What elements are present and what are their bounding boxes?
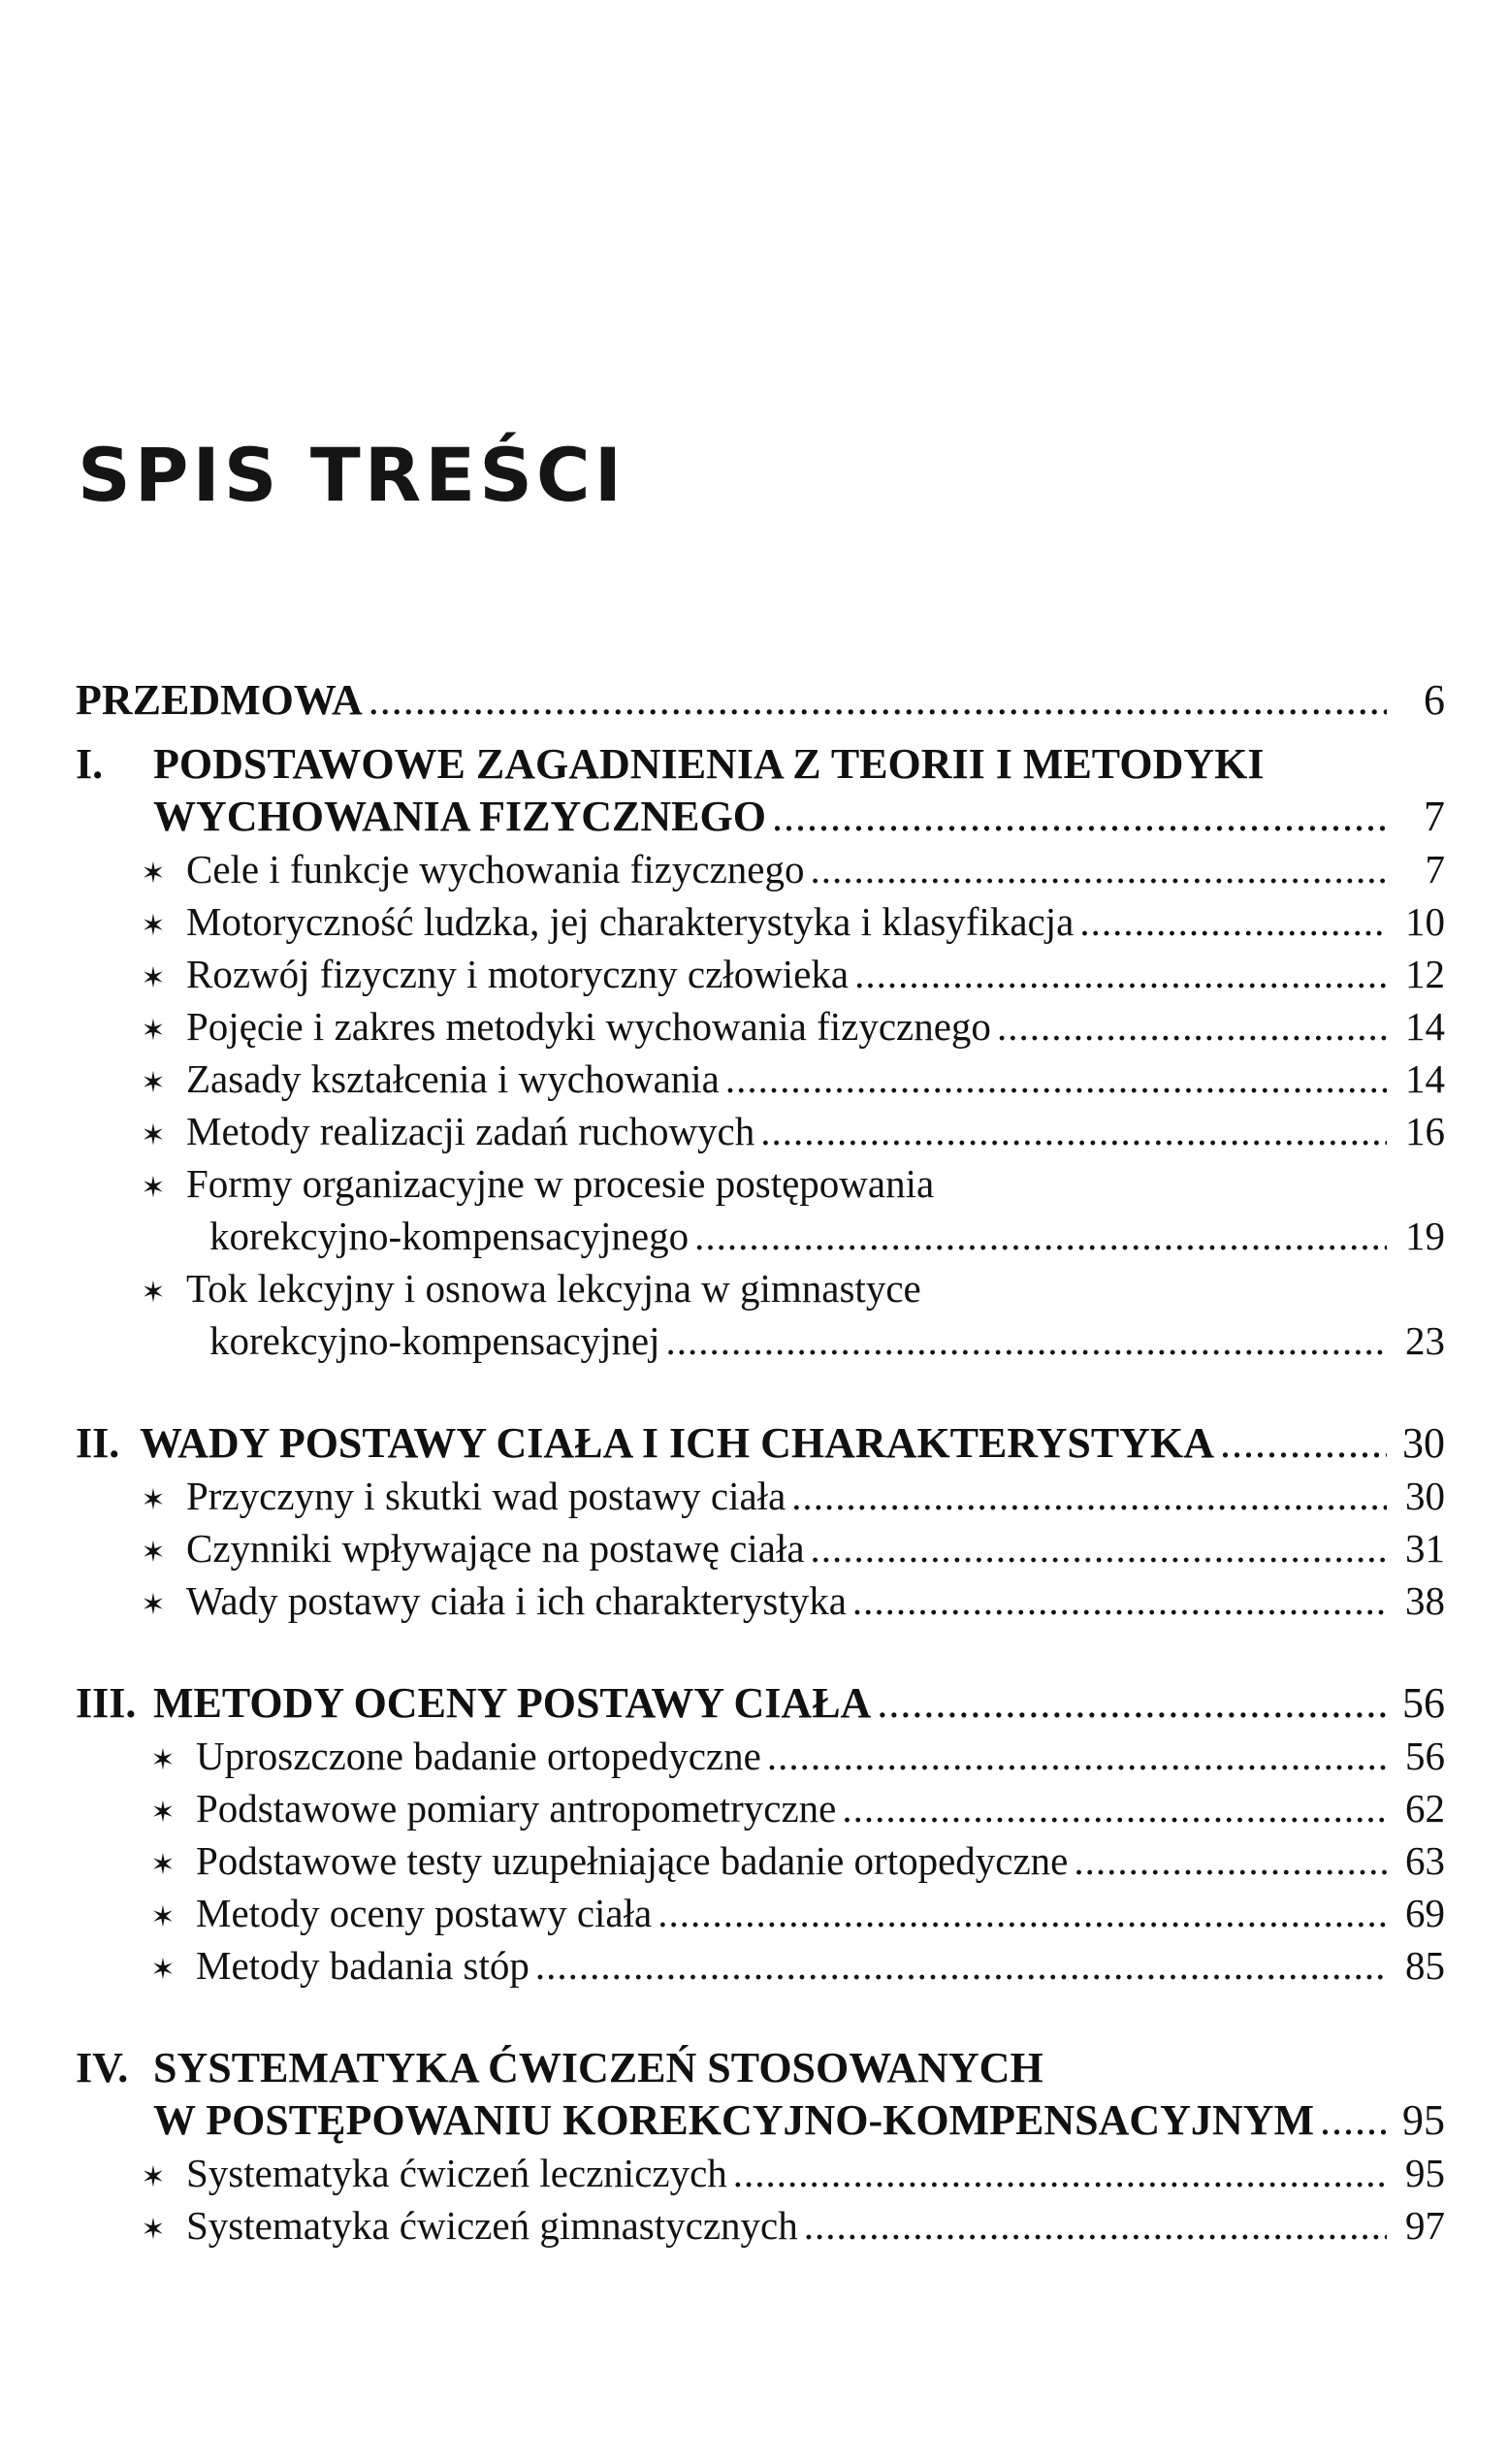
chapter-title-cont: W POSTĘPOWANIU KOREKCYJNO-KOMPENSACYJNYM bbox=[153, 2096, 1315, 2144]
star-bullet-icon: ✶ bbox=[141, 1483, 166, 1517]
dot-leader bbox=[767, 1730, 1387, 1782]
dot-leader bbox=[811, 1522, 1387, 1574]
chapter-numeral: IV. bbox=[76, 2044, 129, 2091]
chapter-title-cont: WYCHOWANIA FIZYCZNEGO bbox=[153, 793, 766, 840]
dot-leader bbox=[811, 843, 1387, 895]
toc-subentry-label: Cele i funkcje wychowania fizycznego bbox=[186, 847, 805, 892]
chapter-numeral: II. bbox=[76, 1419, 120, 1467]
toc-page-number: 97 bbox=[1405, 2203, 1445, 2248]
dot-leader bbox=[733, 2147, 1387, 2199]
page-title: SPIS TREŚCI bbox=[78, 432, 626, 518]
toc-subentry[interactable] bbox=[76, 1105, 1445, 1157]
toc-page-number: 38 bbox=[1405, 1578, 1445, 1623]
dot-leader bbox=[852, 1574, 1387, 1627]
dot-leader bbox=[760, 1105, 1387, 1157]
dot-leader bbox=[997, 1000, 1387, 1053]
star-bullet-icon: ✶ bbox=[150, 1900, 176, 1934]
toc-page-number: 19 bbox=[1405, 1214, 1445, 1258]
toc-subentry-label: Metody oceny postawy ciała bbox=[196, 1891, 653, 1935]
chapter-title: WADY POSTAWY CIAŁA I ICH CHARAKTERYSTYKA bbox=[140, 1419, 1214, 1467]
star-bullet-icon: ✶ bbox=[141, 909, 166, 943]
toc-subentry-label: Wady postawy ciała i ich charakterystyka bbox=[186, 1578, 847, 1623]
toc-page-number: 62 bbox=[1405, 1786, 1445, 1831]
toc-subentry-label: Systematyka ćwiczeń leczniczych bbox=[186, 2151, 727, 2195]
dot-leader bbox=[772, 791, 1387, 843]
chapter-title: SYSTEMATYKA ĆWICZEŃ STOSOWANYCH bbox=[153, 2044, 1043, 2091]
toc-page-number: 95 bbox=[1402, 2096, 1445, 2144]
toc-page-number: 7 bbox=[1424, 793, 1445, 840]
toc-subentry[interactable] bbox=[76, 1887, 1445, 1939]
toc-page-number: 10 bbox=[1405, 899, 1445, 944]
star-bullet-icon: ✶ bbox=[150, 1848, 176, 1882]
toc-subentry[interactable] bbox=[76, 2199, 1445, 2252]
dot-leader bbox=[791, 1470, 1387, 1522]
dot-leader bbox=[658, 1887, 1387, 1939]
toc-entry-preface[interactable] bbox=[76, 674, 1445, 727]
toc-page-number: 95 bbox=[1405, 2151, 1445, 2195]
toc-page-number: 23 bbox=[1405, 1318, 1445, 1363]
dot-leader bbox=[877, 1677, 1387, 1730]
chapter-heading-3[interactable] bbox=[76, 1677, 1445, 1730]
star-bullet-icon: ✶ bbox=[150, 1796, 176, 1830]
dot-leader bbox=[1079, 895, 1387, 948]
dot-leader bbox=[369, 674, 1387, 727]
toc-subentry-cont[interactable] bbox=[76, 1210, 1445, 1262]
toc-subentry-label: Rozwój fizyczny i motoryczny człowieka bbox=[186, 952, 850, 996]
toc-subentry-label-cont: korekcyjno-kompensacyjnego bbox=[209, 1214, 690, 1258]
toc-subentry-label: Systematyka ćwiczeń gimnastycznych bbox=[186, 2203, 798, 2248]
star-bullet-icon: ✶ bbox=[141, 1171, 166, 1205]
toc-subentry[interactable] bbox=[76, 1939, 1445, 1992]
toc-page-number: 30 bbox=[1405, 1474, 1445, 1518]
toc-subentry-label: Metody realizacji zadań ruchowych bbox=[186, 1109, 755, 1153]
toc-subentry-label: Przyczyny i skutki wad postawy ciała bbox=[186, 1474, 786, 1518]
toc-subentry[interactable] bbox=[76, 1574, 1445, 1627]
toc-subentry-label: Podstawowe testy uzupełniające badanie ortopedyczne bbox=[196, 1838, 1069, 1883]
star-bullet-icon: ✶ bbox=[141, 1588, 166, 1622]
toc-page-number: 85 bbox=[1405, 1943, 1445, 1988]
star-bullet-icon: ✶ bbox=[141, 857, 166, 891]
toc-subentry[interactable] bbox=[76, 1470, 1445, 1522]
toc-page-number: 16 bbox=[1405, 1109, 1445, 1153]
chapter-title: PODSTAWOWE ZAGADNIENIA Z TEORII I METODYKI bbox=[153, 740, 1265, 788]
star-bullet-icon: ✶ bbox=[141, 1014, 166, 1048]
toc-subentry[interactable] bbox=[76, 948, 1445, 1000]
toc-page-number: 63 bbox=[1405, 1838, 1445, 1883]
dot-leader bbox=[535, 1939, 1387, 1992]
star-bullet-icon: ✶ bbox=[141, 2160, 166, 2194]
chapter-heading-2[interactable] bbox=[76, 1417, 1445, 1470]
dot-leader bbox=[804, 2199, 1387, 2252]
toc-page-number: 6 bbox=[1424, 676, 1445, 724]
toc-subentry[interactable] bbox=[76, 1157, 1445, 1210]
toc-page-number: 31 bbox=[1405, 1526, 1445, 1571]
toc-subentry[interactable] bbox=[76, 1000, 1445, 1053]
toc-page-number: 56 bbox=[1405, 1734, 1445, 1778]
table-of-contents bbox=[76, 674, 1445, 2252]
toc-subentry-label: Pojęcie i zakres metodyki wychowania fizycznego bbox=[186, 1004, 991, 1049]
toc-subentry-label: Podstawowe pomiary antropometryczne bbox=[196, 1786, 837, 1831]
chapter-numeral: III. bbox=[76, 1679, 137, 1727]
toc-subentry[interactable] bbox=[76, 1730, 1445, 1782]
toc-subentry-label: Zasady kształcenia i wychowania bbox=[186, 1056, 720, 1101]
star-bullet-icon: ✶ bbox=[150, 1743, 176, 1777]
star-bullet-icon: ✶ bbox=[150, 1953, 176, 1987]
toc-subentry-label: Uproszczone badanie ortopedyczne bbox=[196, 1734, 761, 1778]
star-bullet-icon: ✶ bbox=[141, 1276, 166, 1310]
dot-leader bbox=[666, 1314, 1387, 1367]
dot-leader bbox=[842, 1782, 1387, 1834]
toc-page-number: 12 bbox=[1405, 952, 1445, 996]
toc-subentry-label: Formy organizacyjne w procesie postępowania bbox=[186, 1161, 935, 1206]
toc-subentry[interactable] bbox=[76, 1834, 1445, 1887]
toc-subentry[interactable] bbox=[76, 1782, 1445, 1834]
toc-entry-label: PRZEDMOWA bbox=[76, 676, 363, 724]
toc-subentry[interactable] bbox=[76, 1522, 1445, 1574]
toc-subentry-label: Tok lekcyjny i osnowa lekcyjna w gimnastyce bbox=[186, 1266, 921, 1311]
toc-subentry-label-cont: korekcyjno-kompensacyjnej bbox=[209, 1318, 660, 1363]
chapter-numeral: I. bbox=[76, 740, 104, 788]
star-bullet-icon: ✶ bbox=[141, 1119, 166, 1152]
toc-subentry-label: Czynniki wpływające na postawę ciała bbox=[186, 1526, 805, 1571]
toc-subentry[interactable] bbox=[76, 1053, 1445, 1105]
toc-page-number: 14 bbox=[1405, 1004, 1445, 1049]
star-bullet-icon: ✶ bbox=[141, 1066, 166, 1100]
dot-leader bbox=[1074, 1834, 1387, 1887]
dot-leader bbox=[725, 1053, 1387, 1105]
dot-leader bbox=[1220, 1417, 1387, 1470]
dot-leader bbox=[1320, 2094, 1387, 2147]
toc-page-number: 56 bbox=[1402, 1679, 1445, 1727]
toc-subentry[interactable] bbox=[76, 1262, 1445, 1314]
toc-page-number: 69 bbox=[1405, 1891, 1445, 1935]
toc-subentry-label: Motoryczność ludzka, jej charakterystyka i klasyfikacja bbox=[186, 899, 1075, 944]
star-bullet-icon: ✶ bbox=[141, 2213, 166, 2247]
dot-leader bbox=[854, 948, 1387, 1000]
chapter-title: METODY OCENY POSTAWY CIAŁA bbox=[153, 1679, 872, 1727]
chapter-heading-1-cont[interactable] bbox=[76, 791, 1445, 843]
chapter-heading-4[interactable] bbox=[76, 2042, 1445, 2094]
toc-page-number: 30 bbox=[1402, 1419, 1445, 1467]
toc-subentry-label: Metody badania stóp bbox=[196, 1943, 529, 1988]
toc-subentry-cont[interactable] bbox=[76, 1314, 1445, 1367]
dot-leader bbox=[694, 1210, 1387, 1262]
star-bullet-icon: ✶ bbox=[141, 961, 166, 995]
toc-subentry[interactable] bbox=[76, 843, 1445, 895]
chapter-heading-1[interactable] bbox=[76, 738, 1445, 791]
toc-subentry[interactable] bbox=[76, 895, 1445, 948]
star-bullet-icon: ✶ bbox=[141, 1536, 166, 1570]
toc-subentry[interactable] bbox=[76, 2147, 1445, 2199]
chapter-heading-4-cont[interactable] bbox=[76, 2094, 1445, 2147]
toc-page-number: 7 bbox=[1425, 847, 1445, 892]
toc-page-number: 14 bbox=[1405, 1056, 1445, 1101]
